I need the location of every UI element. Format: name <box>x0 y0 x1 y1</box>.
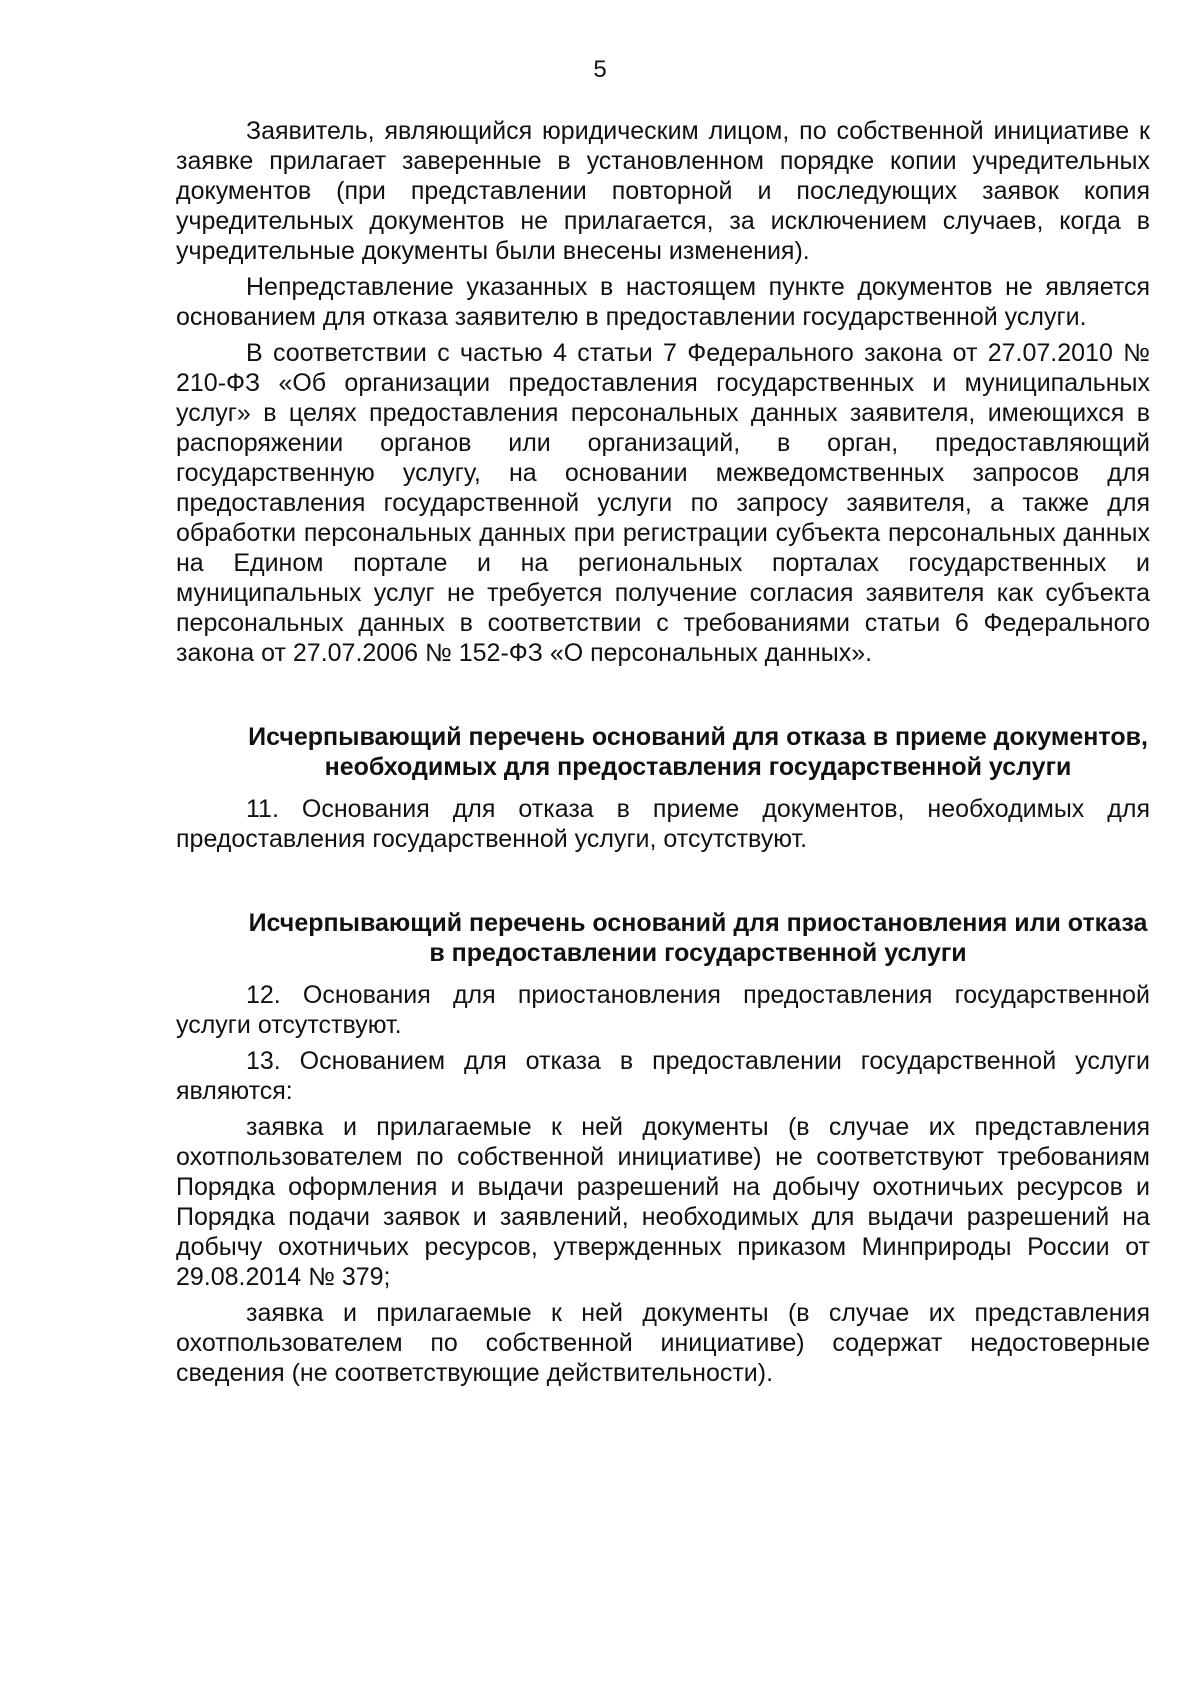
paragraph-applicant-legal-entity: Заявитель, являющийся юридическим лицом, по собственной инициативе к заявке прилагает заверенные в установленном порядке копии учредительных документов (при представлении повторной и последующих заявок копия учредительных документов не прилагается, за исключением случаев, когда в учредительные документы были внесены изменения). <box>176 117 1150 265</box>
section-heading-suspension-refusal: Исчерпывающий перечень оснований для приостановления или отказа в предоставлении государственной услуги <box>248 909 1148 967</box>
paragraph-item-11: 11. Основания для отказа в приеме документов, необходимых для предоставления государственной услуги, отсутствуют. <box>176 795 1150 853</box>
section-heading-refusal-acceptance: Исчерпывающий перечень оснований для отказа в приеме документов, необходимых для предоставления государственной услуги <box>248 723 1148 781</box>
paragraph-personal-data-consent: В соответствии с частью 4 статьи 7 Федерального закона от 27.07.2010 № 210-ФЗ «Об организации предоставления государственных и муниципальных услуг» в целях предоставления персональных данных заявителя, имеющихся в распоряжении органов или организаций, в орган, предоставляющий государственную услугу, на основании межведомственных запросов для предоставления государственной услуги по запросу заявителя, а также для обработки персональных данных при регистрации субъекта персональных данных на Едином портале и на региональных порталах государственных и муниципальных услуг не требуется получение согласия заявителя как субъекта персональных данных в соответствии с требованиями статьи 6 Федерального закона от 27.07.2006 № 152-ФЗ «О персональных данных». <box>176 339 1150 667</box>
paragraph-item-13: 13. Основанием для отказа в предоставлении государственной услуги являются: <box>176 1047 1150 1105</box>
document-body <box>176 116 1150 1394</box>
paragraph-refusal-ground-false-info: заявка и прилагаемые к ней документы (в случае их представления охотпользователем по собственной инициативе) содержат недостоверные сведения (не соответствующие действительности). <box>176 1299 1150 1387</box>
paragraph-non-submission: Непредставление указанных в настоящем пункте документов не является основанием для отказа заявителю в предоставлении государственной услуги. <box>176 273 1150 331</box>
paragraph-item-12: 12. Основания для приостановления предоставления государственной услуги отсутствуют. <box>176 981 1150 1039</box>
paragraph-refusal-ground-nonconformity: заявка и прилагаемые к ней документы (в случае их представления охотпользователем по собственной инициативе) не соответствуют требованиям Порядка оформления и выдачи разрешений на добычу охотничьих ресурсов и Порядка подачи заявок и заявлений, необходимых для выдачи разрешений на добычу охотничьих ресурсов, утвержденных приказом Минприроды России от 29.08.2014 № 379; <box>176 1113 1150 1291</box>
page-number: 5 <box>593 56 607 83</box>
